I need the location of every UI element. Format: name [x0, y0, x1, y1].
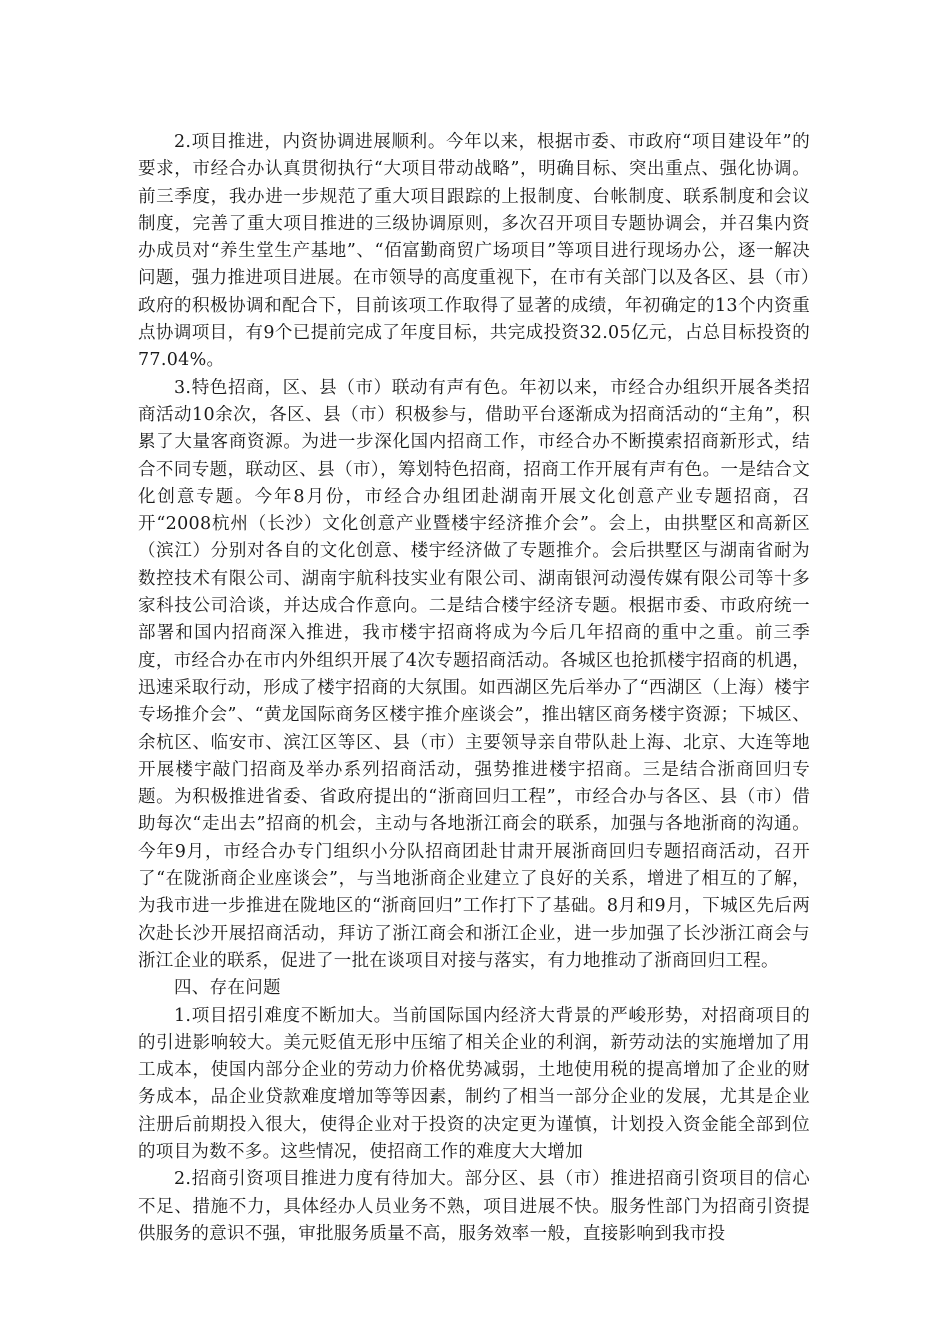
- document-body: [138, 129, 810, 1248]
- section-heading-issues: 四、存在问题: [174, 978, 281, 999]
- paragraph-issue-promotion: 2.招商引资项目推进力度有待加大。部分区、县（市）推进招商引资项目的信心不足、措施不力，具体经办人员业务不熟，项目进展不快。服务性部门为招商引资提供服务的意识不强，审批服务质量不高，服务效率一般，直接影响到我市投: [138, 1169, 810, 1244]
- paragraph-issue-difficulty: 1.项目招引难度不断加大。当前国际国内经济大背景的严峻形势，对招商项目的的引进影响较大。美元贬值无形中压缩了相关企业的利润，新劳动法的实施增加了用工成本，使国内部分企业的劳动力价格优势减弱，土地使用税的提高增加了企业的财务成本，品企业贷款难度增加等等因素，制约了相当一部分企业的发展，尤其是企业注册后前期投入很大，使得企业对于投资的决定更为谨慎，计划投入资金能全部到位的项目为数不多。这些情况，使招商工作的难度大大增加: [138, 1005, 810, 1162]
- paragraph-featured-investment: 3.特色招商，区、县（市）联动有声有色。年初以来，市经合办组织开展各类招商活动10余次，各区、县（市）积极参与，借助平台逐渐成为招商活动的“主角”，积累了大量客商资源。为进一步深化国内招商工作，市经合办不断摸索招商新形式，结合不同专题，联动区、县（市），筹划特色招商，招商工作开展有声有色。一是结合文化创意专题。今年8月份，市经合办组团赴湖南开展文化创意产业专题招商，召开“2008杭州（长沙）文化创意产业暨楼宇经济推介会”。会上，由拱墅区和高新区（滨江）分别对各自的文化创意、楼宇经济做了专题推介。会后拱墅区与湖南省耐为数控技术有限公司、湖南宇航科技实业有限公司、湖南银河动漫传媒有限公司等十多家科技公司洽谈，并达成合作意向。二是结合楼宇经济专题。根据市委、市政府统一部署和国内招商深入推进，我市楼宇招商将成为今后几年招商的重中之重。前三季度，市经合办在市内外组织开展了4次专题招商活动。各城区也抢抓楼宇招商的机遇，迅速采取行动，形成了楼宇招商的大氛围。如西湖区先后举办了“西湖区（上海）楼宇专场推介会”、“黄龙国际商务区楼宇推介座谈会”，推出辖区商务楼宇资源；下城区、余杭区、临安市、滨江区等区、县（市）主要领导亲自带队赴上海、北京、大连等地开展楼宇敲门招商及举办系列招商活动，强势推进楼宇招商。三是结合浙商回归专题。为积极推进省委、省政府提出的“浙商回归工程”，市经合办与各区、县（市）借助每次“走出去”招商的机会，主动与各地浙江商会的联系，加强与各地浙商的沟通。今年9月，市经合办专门组织小分队招商团赴甘肃开展浙商回归专题招商活动，召开了“在陇浙商企业座谈会”，与当地浙商企业建立了良好的关系，增进了相互的了解，为我市进一步推进在陇地区的“浙商回归”工作打下了基础。8月和9月，下城区先后两次赴长沙开展招商活动，拜访了浙江商会和浙江企业，进一步加强了长沙浙江商会与浙江企业的联系，促进了一批在谈项目对接与落实，有力地推动了浙商回归工程。: [138, 377, 810, 971]
- paragraph-project-progress: 2.项目推进，内资协调进展顺利。今年以来，根据市委、市政府“项目建设年”的要求，市经合办认真贯彻执行“大项目带动战略”，明确目标、突出重点、强化协调。前三季度，我办进一步规范了重大项目跟踪的上报制度、台帐制度、联系制度和会议制度，完善了重大项目推进的三级协调原则，多次召开项目专题协调会，并召集内资办成员对“养生堂生产基地”、“佰富勤商贸广场项目”等项目进行现场办公，逐一解决问题，强力推进项目进展。在市领导的高度重视下，在市有关部门以及各区、县（市）政府的积极协调和配合下，目前该项工作取得了显著的成绩，年初确定的13个内资重点协调项目，有9个已提前完成了年度目标，共完成投资32.05亿元，占总目标投资的77.04%。: [138, 132, 810, 371]
